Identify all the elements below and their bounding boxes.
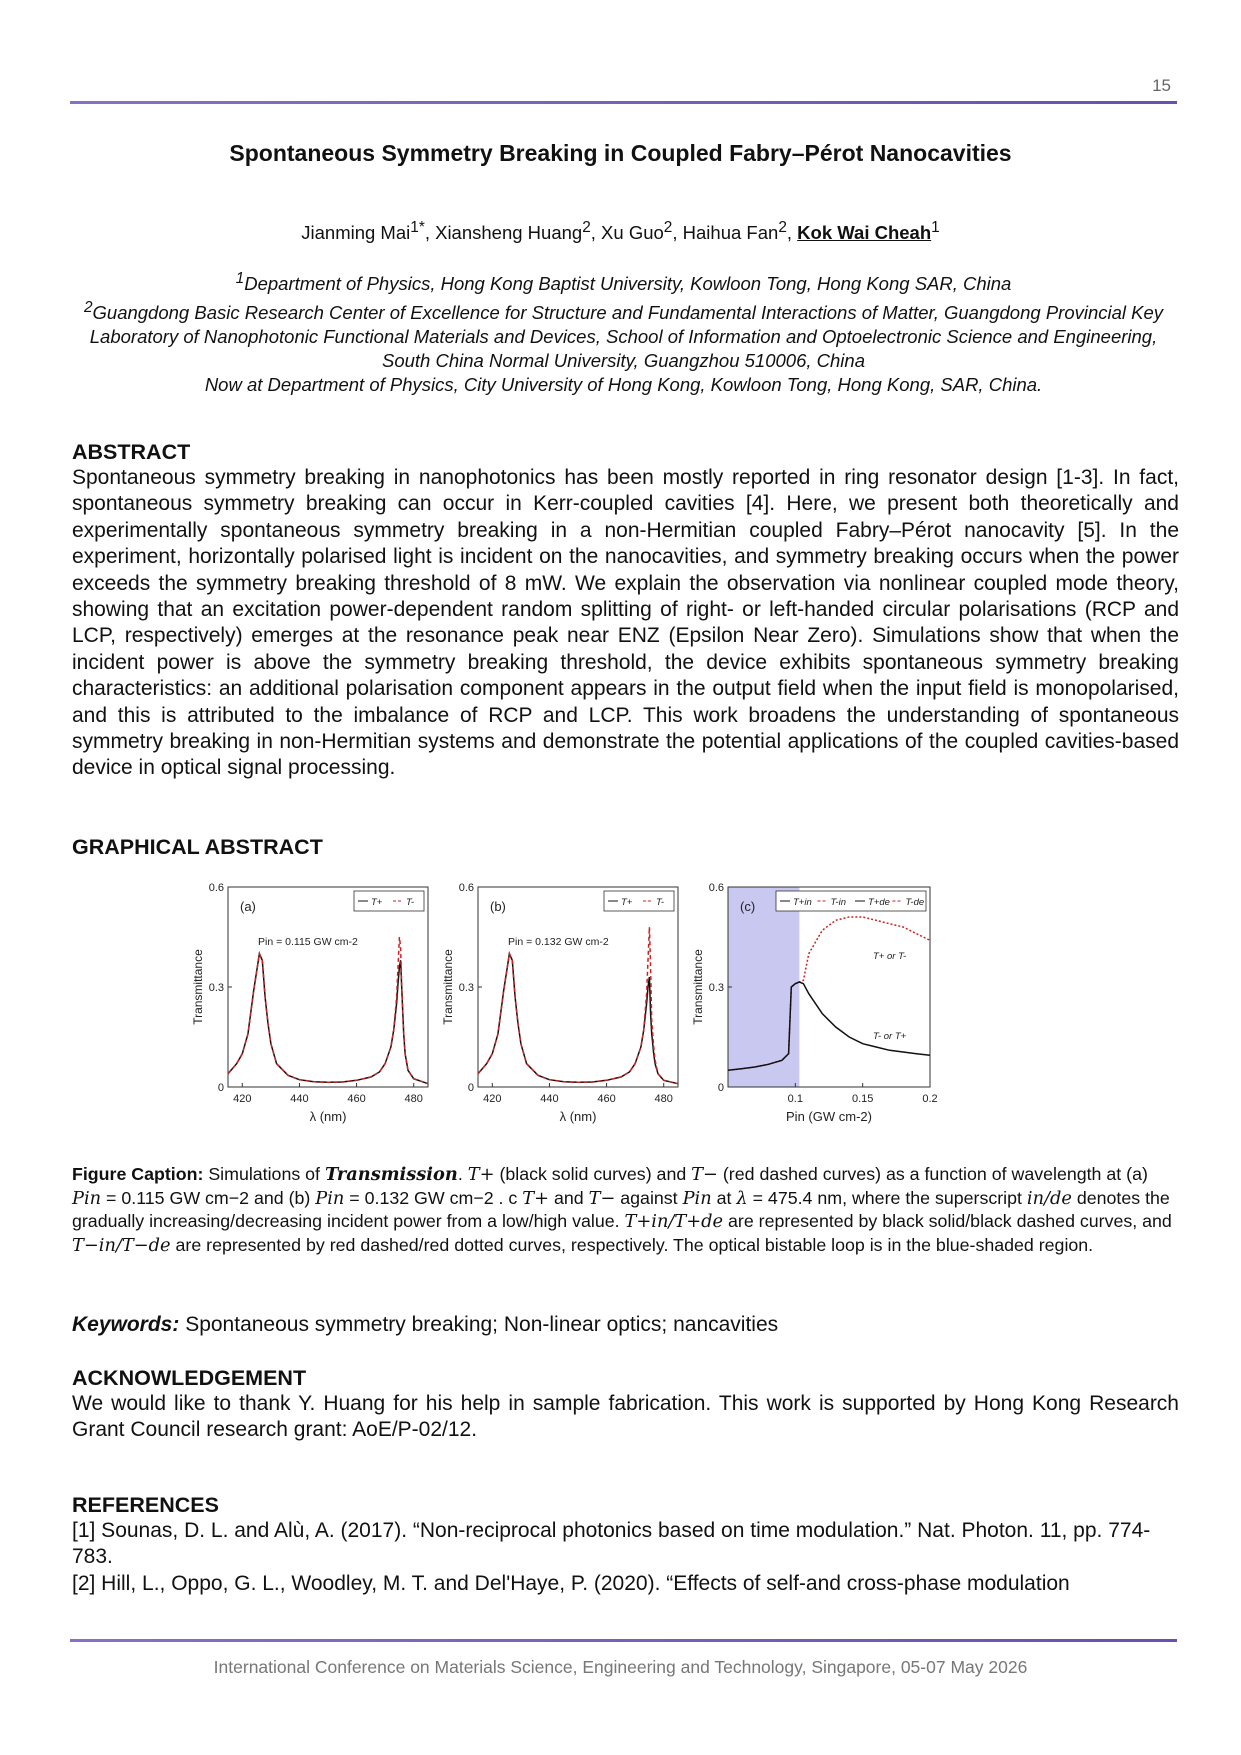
x-tick-label: 0.15 (851, 1093, 874, 1105)
affil-text: Department of Physics, Hong Kong Baptist University, Kowloon Tong, Hong Kong SAR, China (244, 273, 1012, 295)
keywords-text: Spontaneous symmetry breaking; Non-linear optics; nancavities (179, 1313, 779, 1336)
page-footer: International Conference on Materials Science, Engineering and Technology, Singapore, 05-07 May 2026 (213, 1657, 1028, 1677)
abstract-text: Spontaneous symmetry breaking in nanophotonics has been mostly reported in ring resonator design [1-3]. In fact, spontaneous symmetry breaking can occur in Kerr-coupled cavities [4]. Here, we present both theoretically and experimentally spontaneous symmetry breaking in a non-Hermitian coupled Fabry–Pérot nanocavity [5]. In the experiment, horizontally polarised light is incident on the nanocavities, and symmetry breaking occurs when the power exceeds the symmetry breaking threshold of 8 mW. We explain the observation via nonlinear coupled mode theory, showing that an excitation power-dependent random splitting of right- or left-handed circular polarisations (RCP and LCP, respectively) emerges at the resonance peak near ENZ (Epsilon Near Zero). Simulations show that when the incident power is above the symmetry breaking threshold, the device exhibits spontaneous symmetry breaking characteristics: an additional polarisation component appears in the output field when the input field is monopolarised, and this is attributed to the imbalance of RCP and LCP. This work broadens the understanding of spontaneous symmetry breaking in non-Hermitian systems and demonstrate the potential applications of the coupled cavities-based device in optical signal processing. (72, 466, 1179, 780)
references-heading: REFERENCES (72, 1493, 219, 1517)
caption-text: and (549, 1187, 589, 1208)
affil-mark: 2 (83, 299, 93, 317)
series-line (478, 927, 678, 1084)
y-axis-label: Transmittance (691, 949, 705, 1025)
legend-label: T+de (868, 897, 890, 908)
curve-label: T+ or T- (873, 951, 907, 962)
acknowledgement-section (72, 1366, 1179, 1444)
legend-label: T+ (371, 897, 383, 908)
keywords-label: Keywords: (72, 1313, 180, 1336)
affiliation-3: Now at Department of Physics, City University of Hong Kong, Kowloon Tong, Hong Kong, SAR, China. (204, 374, 1043, 396)
pin-annotation: Pin = 0.132 GW cm-2 (508, 936, 609, 948)
y-tick-label: 0 (217, 1082, 224, 1094)
caption-text: Simulations of (203, 1164, 325, 1184)
author-list (0, 219, 1241, 244)
author-name: , Xu Guo (590, 222, 664, 244)
legend-label: T+ (621, 897, 633, 908)
x-tick-label: 420 (233, 1093, 252, 1105)
reference-item: [1] Sounas, D. L. and Alù, A. (2017). “Non-reciprocal photonics based on time modulation.” Nat. Photon. 11, pp. 774-783. (72, 1519, 1151, 1569)
caption-math: T+ (522, 1187, 550, 1209)
references-section (72, 1493, 1179, 1597)
curve-label: T- or T+ (873, 1031, 907, 1042)
caption-text: at (711, 1187, 737, 1208)
panel-label: (a) (240, 899, 256, 914)
caption-text: . (457, 1164, 468, 1184)
reference-item: [2] Hill, L., Oppo, G. L., Woodley, M. T. and Del'Haye, P. (2020). “Effects of self-and cross-phase modulation (72, 1571, 1070, 1595)
x-tick-label: 480 (654, 1093, 673, 1105)
panel-label: (c) (740, 899, 756, 914)
caption-text: = 0.115 GW cm−2 and (b) (101, 1187, 316, 1208)
y-axis-label: Transmittance (191, 949, 205, 1025)
presenting-author: Kok Wai Cheah (797, 222, 932, 244)
author-name: , Haihua Fan (672, 222, 779, 244)
author-separator: , (786, 222, 798, 244)
x-tick-label: 440 (540, 1093, 559, 1105)
panel-label: (b) (490, 899, 506, 914)
abstract-heading: ABSTRACT (72, 440, 191, 464)
graphical-abstract-heading: GRAPHICAL ABSTRACT (72, 835, 323, 859)
caption-math: Pin (682, 1187, 712, 1209)
legend-label: T- (656, 897, 665, 908)
chart-panel-a (191, 882, 428, 1124)
affiliations (70, 267, 1177, 397)
figure-caption (72, 1163, 1179, 1257)
paper-title: Spontaneous Symmetry Breaking in Coupled Fabry–Pérot Nanocavities (229, 140, 1012, 166)
chart-panel-b (441, 882, 678, 1124)
caption-math: T− (588, 1187, 616, 1209)
x-axis-label: λ (nm) (309, 1109, 347, 1124)
caption-math: Pin (315, 1187, 345, 1209)
abstract-section (72, 440, 1179, 782)
y-tick-label: 0.6 (708, 882, 724, 894)
header-rule (70, 101, 1177, 104)
x-tick-label: 480 (404, 1093, 423, 1105)
caption-math: T+ (467, 1164, 495, 1185)
y-tick-label: 0.3 (458, 982, 474, 994)
caption-text: (red dashed curves) as a function of wavelength at (a) (717, 1164, 1148, 1184)
graphical-abstract-figure (190, 875, 1070, 1165)
legend-label: T-in (830, 897, 846, 908)
y-tick-label: 0 (717, 1082, 724, 1094)
x-axis-label: λ (nm) (559, 1109, 597, 1124)
x-tick-label: 0.1 (787, 1093, 803, 1105)
y-tick-label: 0.6 (208, 882, 224, 894)
author-affil-mark: 2 (582, 219, 591, 236)
y-tick-label: 0.3 (208, 982, 224, 994)
pin-annotation: Pin = 0.115 GW cm-2 (258, 936, 358, 948)
caption-math: T− (691, 1164, 718, 1185)
affiliation-1 (70, 267, 1177, 296)
author-affil-mark: 2 (663, 219, 673, 236)
legend-label: T-de (905, 897, 925, 908)
author-affil-mark: 1* (410, 219, 425, 236)
author-name: , Xiansheng Huang (424, 222, 583, 244)
acknowledgement-text: We would like to thank Y. Huang for his help in sample fabrication. This work is supported by Hong Kong Research Grant Council research grant: AoE/P-02/12. (72, 1392, 1179, 1442)
page-number: 15 (1152, 76, 1171, 95)
footer-rule (70, 1639, 1177, 1642)
x-tick-label: 0.2 (922, 1093, 938, 1105)
chart-panel-c (691, 882, 938, 1124)
caption-text: = 475.4 nm, where the superscript (747, 1187, 1027, 1208)
caption-text: = 0.132 GW cm−2 . c (344, 1187, 523, 1208)
affiliation-2 (70, 296, 1177, 373)
bistable-shaded-region (728, 887, 799, 1087)
x-tick-label: 460 (347, 1093, 366, 1105)
keywords (72, 1313, 1179, 1337)
author-name: Jianming Mai (301, 222, 411, 244)
legend-label: T- (406, 897, 415, 908)
caption-text: are represented by black solid/black dashed curves, and (723, 1211, 1172, 1231)
caption-math: Transmission (324, 1164, 458, 1185)
author-affil-mark: 1 (931, 219, 940, 236)
caption-math: T−in/T−de (72, 1234, 171, 1256)
author-affil-mark: 2 (778, 219, 787, 236)
caption-text: denotes the gradually increasing/decreasing incident power from a low/high value. (72, 1187, 1170, 1231)
x-axis-label: Pin (GW cm-2) (786, 1109, 872, 1124)
caption-text: against (615, 1187, 683, 1208)
caption-label: Figure Caption: (72, 1164, 204, 1184)
x-tick-label: 460 (597, 1093, 616, 1105)
caption-text: (black solid curves) and (494, 1164, 692, 1184)
legend-label: T+in (793, 897, 812, 908)
affil-text: Guangdong Basic Research Center of Excellence for Structure and Fundamental Interactions of Matter, Guangdong Provincial Key Laboratory of Nanophotonic Functional Materials and Devices, School of Information and Optoelectronic Science and Engineering, South China Normal University, Guangzhou 510006, China (89, 302, 1164, 372)
y-tick-label: 0.6 (458, 882, 474, 894)
caption-math: in/de (1026, 1187, 1072, 1209)
acknowledgement-heading: ACKNOWLEDGEMENT (72, 1366, 307, 1390)
y-tick-label: 0 (467, 1082, 474, 1094)
y-tick-label: 0.3 (708, 982, 724, 994)
caption-math: T+in/T+de (624, 1211, 724, 1232)
x-tick-label: 440 (290, 1093, 309, 1105)
caption-text: are represented by red dashed/red dotted curves, respectively. The optical bistable loop is in the blue-shaded region. (170, 1234, 1094, 1255)
affil-mark: 1 (235, 270, 245, 287)
caption-math: λ (736, 1187, 748, 1209)
y-axis-label: Transmittance (441, 949, 455, 1025)
caption-math: Pin (72, 1187, 102, 1209)
series-line (228, 937, 428, 1084)
x-tick-label: 420 (483, 1093, 502, 1105)
